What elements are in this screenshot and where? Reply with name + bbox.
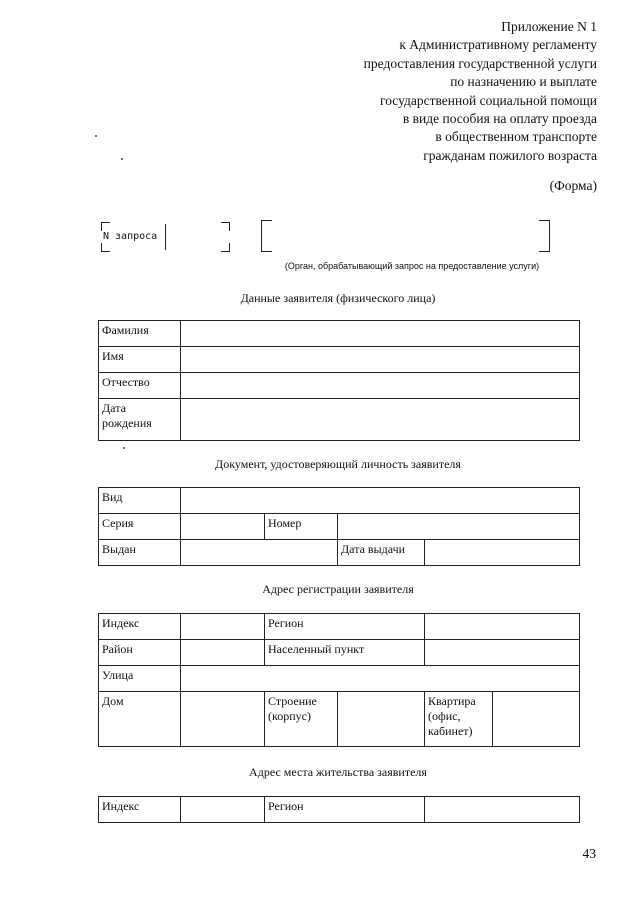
reg-address-section-title: Адрес регистрации заявителя xyxy=(262,582,414,596)
house-field[interactable] xyxy=(181,692,265,747)
index-label: Индекс xyxy=(99,614,181,640)
region-field[interactable] xyxy=(425,614,580,640)
doc-type-field[interactable] xyxy=(181,488,580,514)
organ-field[interactable] xyxy=(261,220,550,250)
live-address-section-title: Адрес места жительства заявителя xyxy=(249,765,427,779)
corner-mark xyxy=(221,243,230,252)
name-label: Имя xyxy=(99,347,181,373)
table-row xyxy=(99,399,580,441)
table-row xyxy=(99,614,580,640)
page-number: 43 xyxy=(582,846,596,861)
name-field[interactable] xyxy=(181,347,580,373)
scan-speck xyxy=(123,447,125,449)
header-line: в виде пособия на оплату проезда xyxy=(402,111,597,127)
corner-mark xyxy=(221,222,230,231)
patronymic-label: Отчество xyxy=(99,373,181,399)
request-separator xyxy=(165,224,166,250)
header-line: Приложение N 1 xyxy=(501,19,597,34)
table-row xyxy=(99,692,580,747)
organ-caption: (Орган, обрабатывающий запрос на предоставление услуги) xyxy=(284,261,540,271)
doc-type-label: Вид xyxy=(99,488,181,514)
table-row xyxy=(99,514,580,540)
applicant-section-title: Данные заявителя (физического лица) xyxy=(240,291,436,305)
live-region-label: Регион xyxy=(265,797,425,823)
applicant-table xyxy=(98,320,580,441)
apartment-label: Квартира (офис, кабинет) xyxy=(425,692,493,747)
document-section-title: Документ, удостоверяющий личность заявителя xyxy=(215,457,461,471)
building-field[interactable] xyxy=(338,692,425,747)
header-line: к Административному регламенту xyxy=(399,37,597,53)
number-field[interactable] xyxy=(338,514,580,540)
issued-by-field[interactable] xyxy=(181,540,338,566)
corner-mark xyxy=(101,243,110,252)
region-label: Регион xyxy=(265,614,425,640)
corner-mark xyxy=(261,220,272,252)
table-row xyxy=(99,373,580,399)
request-number-label: N запроса xyxy=(103,231,158,242)
live-address-table xyxy=(98,796,580,823)
live-region-field[interactable] xyxy=(425,797,580,823)
surname-field[interactable] xyxy=(181,321,580,347)
patronymic-field[interactable] xyxy=(181,373,580,399)
corner-mark xyxy=(539,220,550,252)
table-row xyxy=(99,347,580,373)
table-row xyxy=(99,321,580,347)
header-line: гражданам пожилого возраста xyxy=(423,147,597,163)
series-field[interactable] xyxy=(181,514,265,540)
district-label: Район xyxy=(99,640,181,666)
index-field[interactable] xyxy=(181,614,265,640)
building-label: Строение (корпус) xyxy=(265,692,338,747)
scan-speck xyxy=(95,135,97,137)
surname-label: Фамилия xyxy=(99,321,181,347)
apartment-field[interactable] xyxy=(493,692,580,747)
table-row xyxy=(99,488,580,514)
series-label: Серия xyxy=(99,514,181,540)
appendix-header xyxy=(364,18,597,165)
form-label: (Форма) xyxy=(549,178,597,193)
locality-field[interactable] xyxy=(425,640,580,666)
locality-label: Населенный пункт xyxy=(265,640,425,666)
live-index-label: Индекс xyxy=(99,797,181,823)
table-row xyxy=(99,640,580,666)
live-index-field[interactable] xyxy=(181,797,265,823)
district-field[interactable] xyxy=(181,640,265,666)
reg-address-table xyxy=(98,613,580,747)
birthdate-label: Дата рождения xyxy=(99,399,181,441)
table-row xyxy=(99,666,580,692)
header-line: в общественном транспорте xyxy=(435,129,597,145)
issue-date-field[interactable] xyxy=(425,540,580,566)
street-field[interactable] xyxy=(181,666,580,692)
header-line: предоставления государственной услуги xyxy=(363,55,597,71)
number-label: Номер xyxy=(265,514,338,540)
birthdate-field[interactable] xyxy=(181,399,580,441)
document-table xyxy=(98,487,580,566)
header-line: государственной социальной помощи xyxy=(380,92,597,108)
street-label: Улица xyxy=(99,666,181,692)
issue-date-label: Дата выдачи xyxy=(338,540,425,566)
table-row xyxy=(99,540,580,566)
table-row xyxy=(99,797,580,823)
corner-mark xyxy=(101,222,110,231)
scan-speck xyxy=(121,158,123,160)
header-line: по назначению и выплате xyxy=(450,74,597,90)
issued-by-label: Выдан xyxy=(99,540,181,566)
house-label: Дом xyxy=(99,692,181,747)
